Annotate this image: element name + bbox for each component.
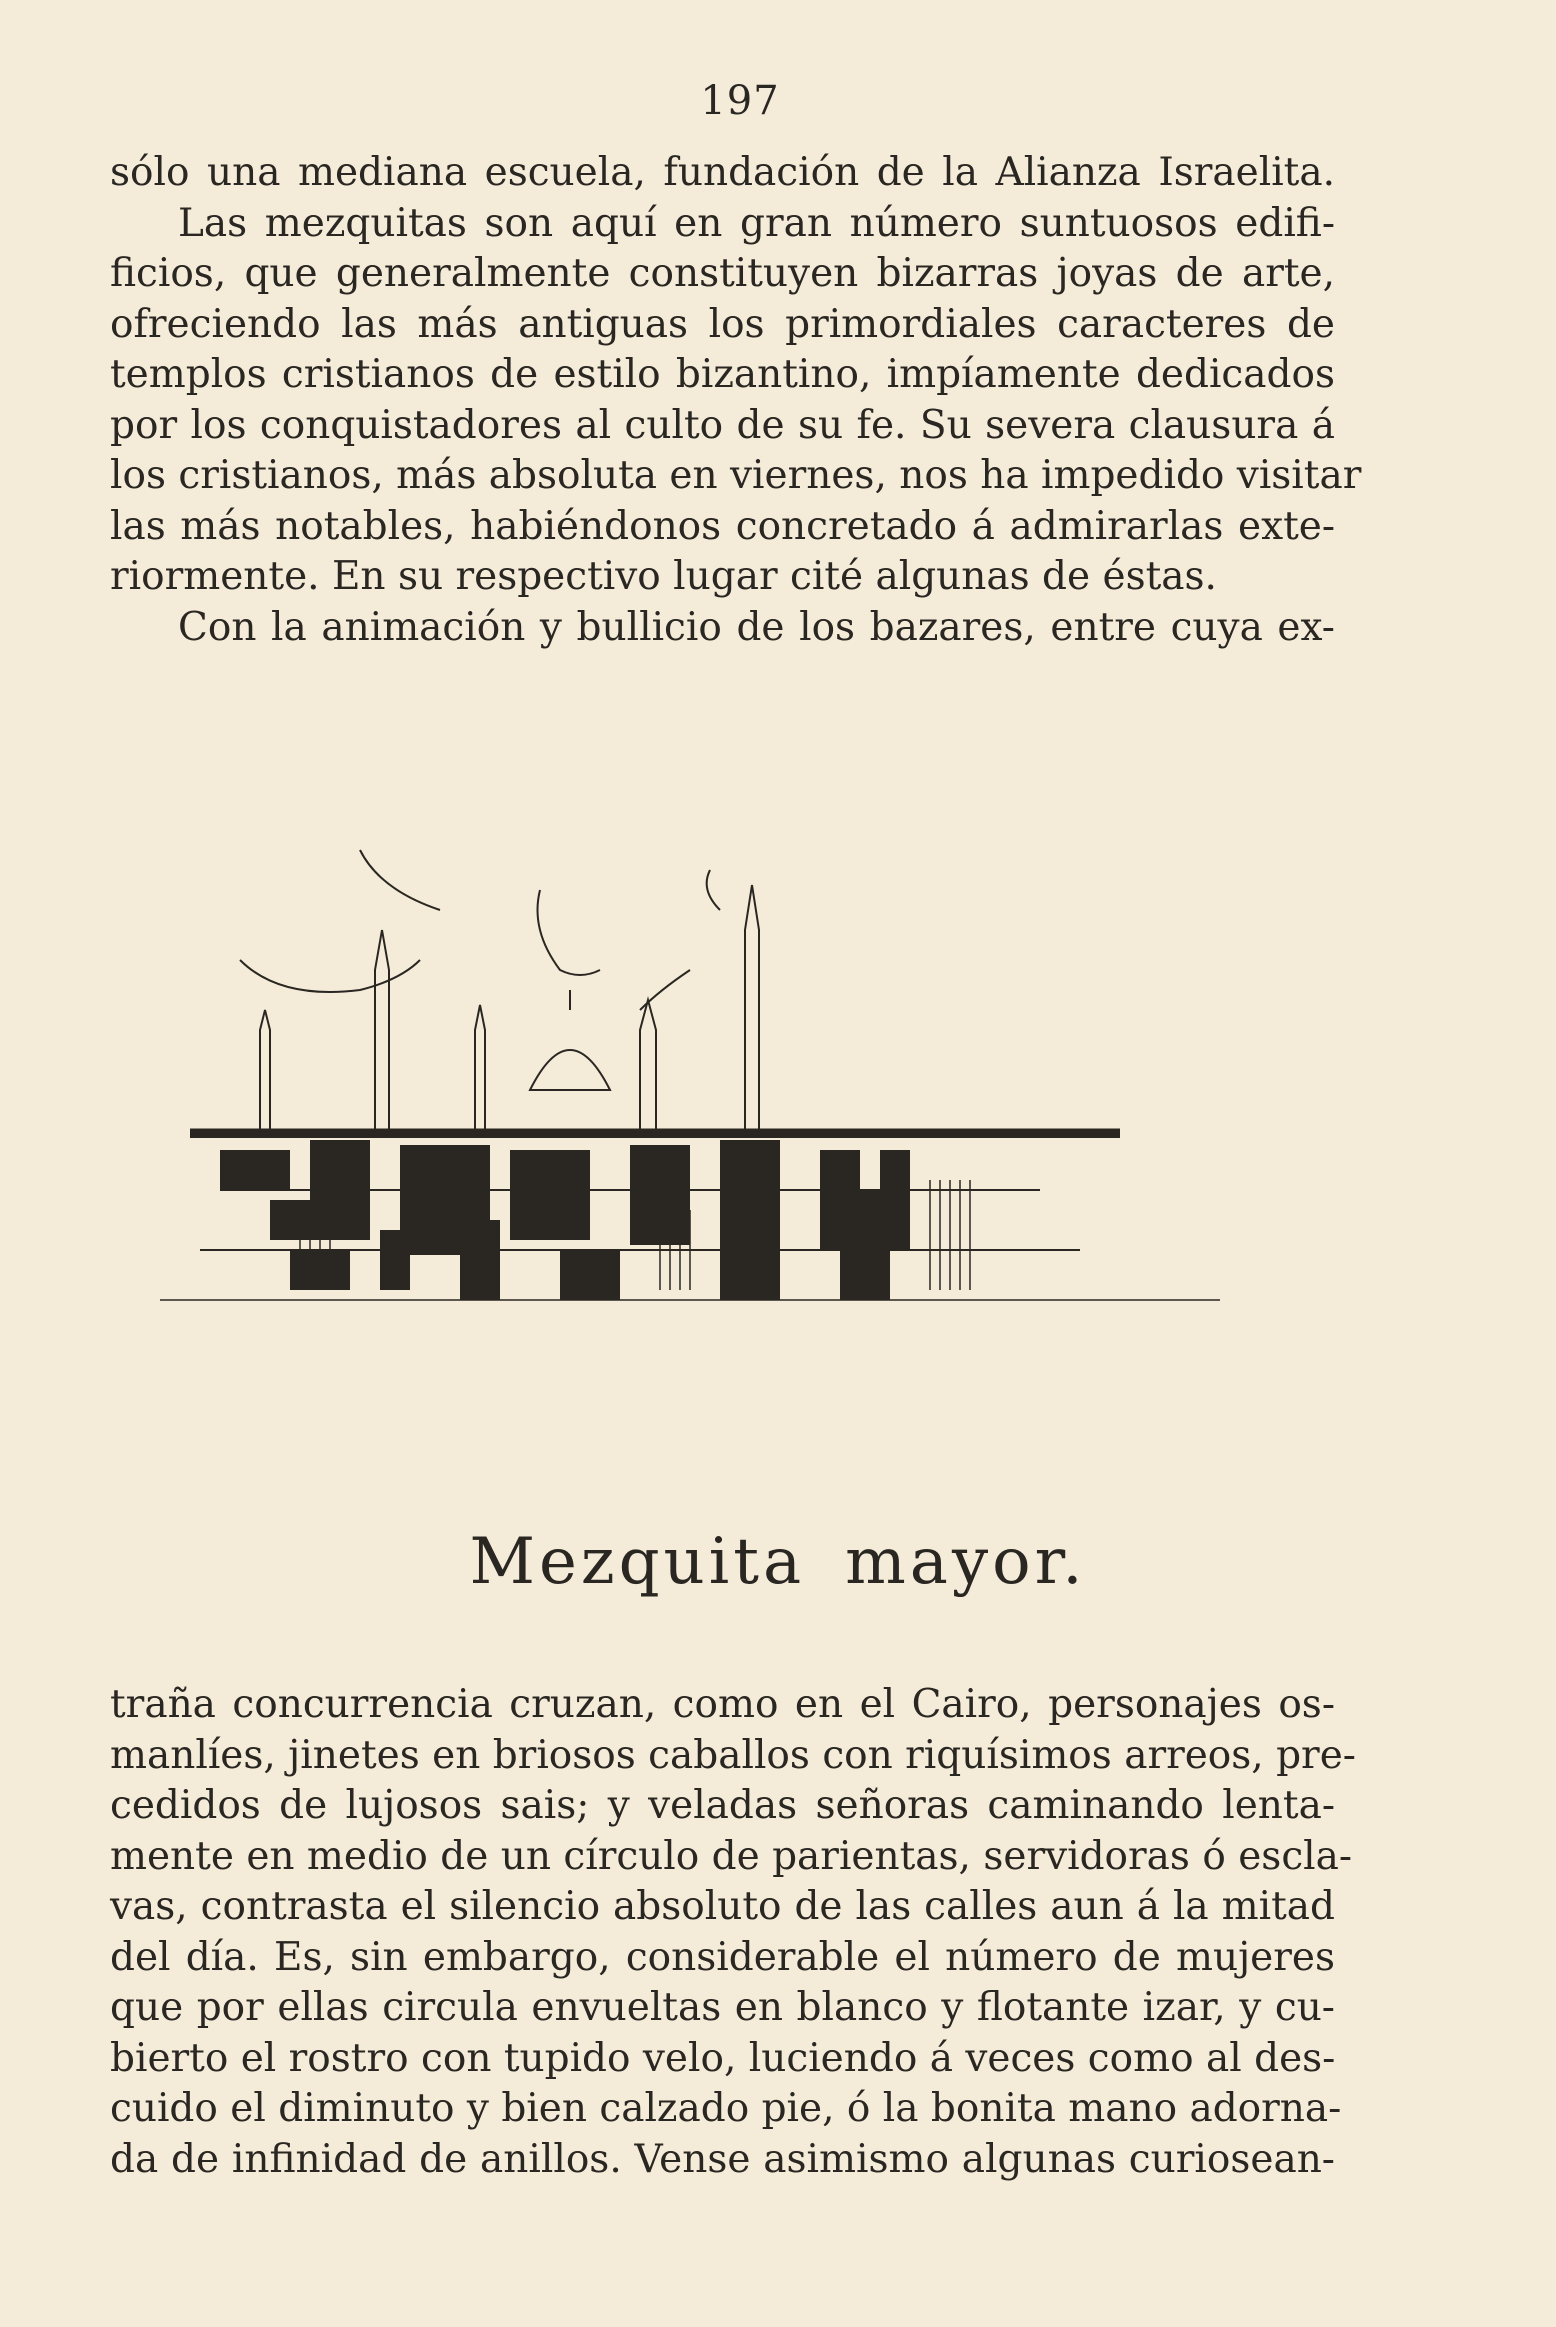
- text-line: Las mezquitas son aquí en gran número suntuosos edifi-: [178, 200, 1335, 246]
- text-line: ofreciendo las más antiguas los primordiales caracteres de: [110, 301, 1335, 347]
- text-line: Con la animación y bullicio de los bazares, entre cuya ex-: [178, 604, 1335, 650]
- text-line: cuido el diminuto y bien calzado pie, ó la bonita mano adorna-: [110, 2086, 1342, 2131]
- text-line: manlíes, jinetes en briosos caballos con riquísimos arreos, pre-: [110, 1732, 1356, 1778]
- paragraph-bottom: [110, 1680, 1356, 2185]
- caption-word: Mezquita: [469, 1525, 806, 1599]
- text-line: vas, contrasta el silencio absoluto de las calles aun á la mitad: [110, 1884, 1335, 1929]
- illustration-caption: [0, 1525, 1556, 1599]
- text-line: templos cristianos de estilo bizantino, impíamente dedicados: [110, 352, 1335, 397]
- paragraph-top: [110, 148, 1362, 653]
- caption-word: mayor.: [845, 1525, 1087, 1599]
- text-line: da de infinidad de anillos. Vense asimismo algunas curiosean-: [110, 2136, 1335, 2182]
- text-line: traña concurrencia cruzan, como en el Cairo, personajes os-: [110, 1682, 1335, 1727]
- text-line: bierto el rostro con tupido velo, luciendo á veces como al des-: [110, 2035, 1336, 2081]
- page-number: 197: [700, 78, 780, 124]
- text-line: sólo una mediana escuela, fundación de la Alianza Israelita.: [110, 150, 1335, 195]
- text-line: del día. Es, sin embargo, considerable el número de mujeres: [110, 1934, 1335, 1980]
- text-line: por los conquistadores al culto de su fe. Su severa clausura á: [110, 402, 1335, 448]
- text-line: ficios, que generalmente constituyen bizarras joyas de arte,: [110, 251, 1335, 296]
- text-line: que por ellas circula envueltas en blanco y flotante izar, y cu-: [110, 1985, 1335, 2030]
- mosque-engraving-illustration: [160, 790, 1220, 1450]
- text-line: mente en medio de un círculo de parientas, servidoras ó escla-: [110, 1833, 1353, 1879]
- text-line: riormente. En su respectivo lugar cité algunas de éstas.: [110, 554, 1217, 599]
- text-line: los cristianos, más absoluta en viernes, nos ha impedido visitar: [110, 453, 1362, 498]
- text-line: las más notables, habiéndonos concretado á admirarlas exte-: [110, 503, 1335, 549]
- text-line: cedidos de lujosos sais; y veladas señoras caminando lenta-: [110, 1783, 1335, 1828]
